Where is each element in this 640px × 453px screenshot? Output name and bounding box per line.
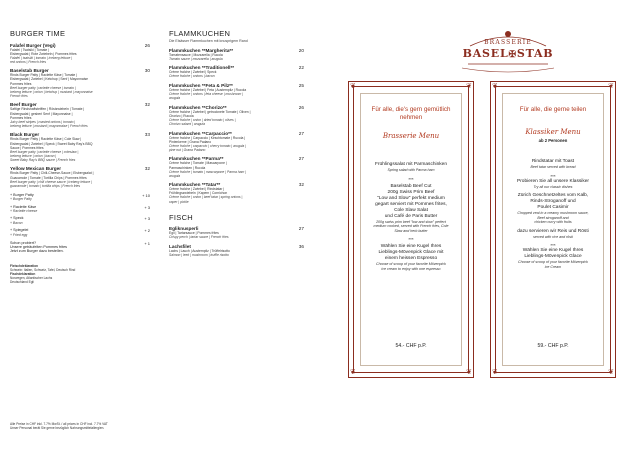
menu-item-description-en: Tomato sauce | mozzarella | arugula bbox=[169, 56, 223, 61]
menu-item-description: Eisbergsalat | gesberi Senf | Mayonnaise | bbox=[10, 111, 73, 116]
card1-course3-en bbox=[365, 262, 457, 271]
menu-item-description-en: caper | pickle bbox=[169, 199, 189, 204]
menu-item-price: 27 bbox=[298, 130, 304, 136]
logo-wordmark bbox=[448, 47, 568, 60]
meat-declaration-label: Fleischdeklaration bbox=[10, 264, 38, 269]
menu-item bbox=[169, 156, 304, 177]
menu-item-name: Flammkuchen **Parma** bbox=[169, 156, 224, 162]
menu-item bbox=[169, 226, 304, 239]
card1-separator-1: *** bbox=[408, 176, 414, 182]
menu-item bbox=[169, 48, 304, 61]
menu-card-2 bbox=[490, 81, 616, 378]
menu-item-description: Egli | Tartarsauce | Pommes frites bbox=[169, 231, 219, 236]
menu-item-description-en: pine nut | Grana Padano bbox=[169, 147, 206, 152]
fish-list bbox=[169, 226, 304, 257]
menu-item-description-en: Crème fraîche | tomato | mascarpone | Parma ham | bbox=[169, 169, 247, 174]
menu-item bbox=[10, 132, 150, 162]
menu-item-price: 27 bbox=[298, 156, 304, 162]
menu-item-name: Lachsfilet bbox=[169, 243, 191, 249]
card1-course1: Frühlingssalat mit Parmaschinken bbox=[375, 162, 447, 167]
card2-course2-en-line: Beef stroganoff and bbox=[537, 215, 569, 220]
menu-item bbox=[169, 83, 304, 100]
menu-item-description: Rinds Burger Patty | Raclette Käse | Cole Slaw | bbox=[10, 137, 82, 142]
card2-course2-heading-en: Try all our classic dishes bbox=[533, 184, 573, 189]
menu-item-description-en: Crème fraîche | onions | feta cheese | mushroom | bbox=[169, 91, 244, 96]
menu-item-description-en: Falafel | tsatsiki | tomato | iceberg lettuce | bbox=[10, 55, 73, 60]
burger-extra bbox=[10, 205, 150, 213]
menu-item-description-en: Salmon | leek | mushroom | truffle risotto bbox=[169, 252, 229, 257]
card1-course2 bbox=[365, 184, 457, 220]
card1-separator-2: *** bbox=[408, 237, 414, 242]
menu-item-price: 32 bbox=[298, 182, 304, 188]
menu-item-description-en: French fries bbox=[10, 93, 28, 98]
flamm-list bbox=[169, 48, 304, 204]
card1-course1-en: Spring salad with Parma ham bbox=[387, 168, 435, 172]
logo-line2: BASEL bbox=[462, 47, 509, 60]
corner-ornament-icon: ❦ bbox=[466, 83, 472, 90]
menu-item-description-en: guacamole | tomato | tortilla chips | French fries bbox=[10, 183, 81, 188]
card2-course2 bbox=[507, 193, 599, 211]
card2-course2-en-line: chicken curry with fruits bbox=[534, 220, 572, 224]
card2-course2-en bbox=[507, 211, 599, 225]
menu-item-description: Frühlingszwiebeln | Kapern | Cornichon bbox=[169, 191, 228, 196]
logo-line3: STAB bbox=[516, 47, 554, 60]
menu-item-name: Baselstab Burger bbox=[10, 68, 49, 74]
menu-item-name: Flammkuchen **Traditionell** bbox=[169, 65, 235, 71]
burger-extra-price: + 2 bbox=[144, 228, 150, 234]
menu-item-name: Flammkuchen **Chorizo** bbox=[169, 104, 227, 110]
menu-item-description: Parmaschinken | Rucola bbox=[169, 165, 206, 170]
menu-item-description: Eisbergsalat | Zwiebel | Speck | Sweet Baby Ray's BBQ bbox=[10, 141, 93, 146]
menu-item bbox=[169, 65, 304, 78]
menu-item-description: Crème fraîche | Zwiebel | Feta | Austernpilz | Rucola bbox=[169, 87, 247, 92]
card2-course2-line: Poulet Casimir bbox=[537, 205, 569, 210]
burger-extra-name: + Burger Patty bbox=[10, 192, 34, 197]
brasserie-logo bbox=[448, 26, 568, 78]
menu-item-description: Tomatensauce | Mozzarella | Rucola bbox=[169, 52, 223, 57]
menu-item-description-en: arugula bbox=[169, 173, 181, 178]
burger-extra-name-en: + Raclette cheese bbox=[10, 208, 38, 213]
fish-declaration-label: Fischdeklaration bbox=[10, 272, 36, 277]
card2-course3-en bbox=[507, 260, 599, 269]
corner-ornament-icon: ❦ bbox=[350, 369, 356, 376]
card2-course3-en-line: ice Cream bbox=[544, 264, 562, 269]
card1-course3-line: Lieblings-Mövenpick Glace mit bbox=[378, 250, 444, 255]
corner-ornament-icon: ❦ bbox=[350, 83, 356, 90]
card2-price: 59.- CHF p.P. bbox=[537, 343, 569, 349]
menu-item-description: Crème fraîche | Zwiebel | getrocknete Tomate | Oliven | bbox=[169, 109, 251, 114]
menu-item-description: Guacamole | Tomate | Tortilla Chips | Pommes frites bbox=[10, 175, 87, 180]
card2-subtitle: ab 2 Personen bbox=[538, 138, 568, 143]
probiert-block bbox=[10, 241, 150, 254]
menu-item-description: Lachs | Lauch | Austernpilz | Trüffelrisotto bbox=[169, 248, 230, 253]
card1-course3-en-line: ice cream to enjoy with one espresso bbox=[381, 266, 441, 271]
probiert-question: Schon probiert? bbox=[10, 240, 37, 245]
burger-section-title: BURGER TIME bbox=[10, 29, 66, 38]
corner-ornament-icon: ❦ bbox=[492, 369, 498, 376]
burger-extra bbox=[10, 228, 150, 236]
menu-item bbox=[169, 105, 304, 126]
burger-extra-name-en: + Bacon bbox=[10, 220, 23, 225]
menu-item-description: Crème fraîche | Carpaccio | Kirschtomate | Rucola | bbox=[169, 135, 246, 140]
menu-item-description-en: Crème fraîche | carpaccio | cherry tomato | arugula | bbox=[169, 143, 247, 148]
menu-card-1 bbox=[348, 81, 474, 378]
menu-item bbox=[169, 182, 304, 203]
card1-course3-line: Wählen Sie eine Kugel Ihres bbox=[380, 244, 442, 249]
menu-item-description: Crème fraîche | Zwiebel | Speck bbox=[169, 70, 217, 75]
card1-course2-line: gegart serviert mit Pommes frites, bbox=[375, 201, 447, 207]
menu-item-description-en: Sweet Baby Ray's BBQ sauce | French fries bbox=[10, 157, 76, 162]
footer-prices-note: Alle Preise in CHF inkl. 7.7% MwSt. / all prices in CHF incl. 7.7% VAT bbox=[10, 422, 108, 426]
card1-course3 bbox=[365, 244, 457, 262]
card2-course3-line: Lieblings-Mövenpick Glace bbox=[524, 254, 582, 259]
menu-item-description-en: iceberg lettuce | onion | ketchup | mustard | mayonnaise bbox=[10, 89, 93, 94]
card1-course3-line: einem heissen Espresso bbox=[384, 256, 438, 261]
menu-item-price: 33 bbox=[144, 132, 150, 138]
menu-item-price: 26 bbox=[298, 104, 304, 110]
menu-item-description: Saftige Rindshaftsteiffen | Röstzwiebeln | Tomate | bbox=[10, 107, 85, 112]
card1-course2-en-line: Slaw and herb butter bbox=[394, 228, 428, 233]
menu-item bbox=[10, 166, 150, 187]
burger-extra-name-en: + Burger Patty bbox=[10, 197, 32, 202]
card2-course2-en-line: Chopped veal in a creamy mushroom sauce, bbox=[517, 211, 589, 215]
card1-heading-line1: Für alle, die's gern gemütlich bbox=[371, 106, 451, 113]
menu-card-1-content bbox=[360, 93, 462, 366]
menu-item bbox=[169, 131, 304, 152]
card2-course2-heading: Probieren Sie all unsere Klassiker bbox=[517, 178, 589, 184]
burger-list bbox=[10, 43, 150, 188]
fish-section-title: FISCH bbox=[169, 212, 193, 222]
burger-extra-name: + Speck bbox=[10, 216, 24, 221]
card1-course2-en bbox=[365, 220, 457, 234]
baselstab-icon: ✠ bbox=[508, 50, 517, 60]
fish-declaration-text-1: Norwegen, Atlantischer Lachs bbox=[10, 276, 53, 281]
flamm-column bbox=[169, 29, 304, 257]
burger-extra-price: + 3 bbox=[144, 204, 150, 210]
card1-course2-line: Baselstab Beef Cut bbox=[390, 183, 432, 189]
corner-ornament-icon: ❦ bbox=[466, 369, 472, 376]
logo-line1: BRASSERIE bbox=[484, 39, 532, 46]
menu-item-name: Flammkuchen **Feta & Pilz** bbox=[169, 82, 233, 88]
menu-item bbox=[10, 43, 150, 64]
menu-item-description: Pinienkerne | Grana Padano bbox=[169, 139, 212, 144]
menu-item-description: Crème fraîche | Zwiebel | Rindstatar | bbox=[169, 187, 225, 192]
card2-course1: Rindstatar mit Toast bbox=[531, 159, 575, 164]
card2-course3 bbox=[507, 248, 599, 260]
corner-ornament-icon: ❦ bbox=[608, 369, 614, 376]
menu-item-name: Egliknusperli bbox=[169, 226, 199, 232]
card2-course3-line: Wählen Sie eine Kugel Ihres bbox=[522, 248, 584, 253]
menu-item-description: Pommes frites bbox=[10, 81, 32, 86]
menu-item-name: Beef Burger bbox=[10, 102, 37, 108]
menu-item-price: 30 bbox=[144, 68, 150, 74]
menu-item-price: 32 bbox=[144, 102, 150, 108]
menu-item-description-en: Crème fraîche | onions | bacon bbox=[169, 74, 215, 79]
card2-course2-sides: dazu servieren wir Reis und Rösti bbox=[517, 228, 589, 234]
menu-item-price: 22 bbox=[298, 65, 304, 71]
menu-card-2-content bbox=[502, 93, 604, 366]
menu-item-name: Flammkuchen **Tatar** bbox=[169, 182, 221, 188]
card2-course1-en: Beef tatar served with bread bbox=[530, 165, 576, 169]
card2-script-title: Klassiker Menu bbox=[525, 128, 581, 136]
card2-course2-line: Zürich Geschnetzeltes vom Kalb, bbox=[517, 193, 589, 198]
card2-course2-sides-en: served with rice and rösti bbox=[533, 234, 573, 239]
menu-item-price: 26 bbox=[144, 42, 150, 48]
menu-item-description-en: iceberg lettuce | mustard | mayonnaise | French fries bbox=[10, 123, 88, 128]
burger-extra bbox=[10, 193, 150, 201]
card1-script-title: Brasserie Menu bbox=[382, 132, 440, 140]
footer bbox=[10, 423, 210, 431]
card2-separator-1: *** bbox=[550, 173, 556, 179]
flamm-section-title: FLAMMKUCHEN bbox=[169, 29, 231, 38]
menu-item-description: Rinds Burger Patty | Raclette Käse | Tomate | bbox=[10, 73, 78, 78]
menu-item bbox=[169, 244, 304, 257]
card1-course2-en-line: 200g swiss prim beef "low and slow" perfect bbox=[376, 219, 446, 224]
menu-item-name: Falafel Burger (Vegi) bbox=[10, 42, 56, 48]
corner-ornament-icon: ❦ bbox=[492, 83, 498, 90]
menu-item-description: Crème fraîche | Tomate | Mascarpone | bbox=[169, 161, 227, 166]
menu-item bbox=[10, 102, 150, 127]
burger-extra-name: + Spiegelei bbox=[10, 228, 29, 233]
burger-extra-price: + 10 bbox=[142, 192, 150, 198]
menu-item-name: Flammkuchen **Carpaccio** bbox=[169, 130, 232, 136]
menu-item-description-en: iceberg lettuce | onion | bacon | bbox=[10, 153, 57, 158]
menu-item-name: Flammkuchen **Margherita** bbox=[169, 47, 234, 53]
menu-item-description-en: Beef burger patty | raclette cheese | coleslaw | bbox=[10, 149, 79, 154]
flamm-subtitle: Die Elsässer Flammkuchen mit knusprigem Rand bbox=[169, 39, 248, 43]
menu-item-description-en: Beef burger patty | chili cheese sauce | iceberg lettuce | bbox=[10, 179, 92, 184]
card2-course3-en-line: Choose of scoop of your favorite Mövenpick bbox=[518, 260, 588, 264]
meat-declaration-text: Schwein: Italien, Schweiz, Tafel, Deutsch Rind bbox=[10, 268, 76, 273]
probiert-price: + 1 bbox=[144, 240, 150, 246]
menu-item-description: Sauce | Pommes frites bbox=[10, 145, 44, 150]
card1-course2-line: 200g Swiss Prim Beef bbox=[387, 189, 435, 195]
card1-course2-line: "Low and Slow" perfekt medium bbox=[377, 195, 445, 201]
menu-item-price: 20 bbox=[298, 47, 304, 53]
menu-item-price: 25 bbox=[298, 82, 304, 88]
menu-item bbox=[10, 68, 150, 98]
card2-separator-2: *** bbox=[550, 243, 556, 248]
card1-course3-en-line: Choose of scoop of your favorite Mövenpick bbox=[376, 262, 446, 266]
corner-ornament-icon: ❦ bbox=[608, 83, 614, 90]
menu-item-name: Black Burger bbox=[10, 132, 40, 138]
menu-item-description: Eisbergsalat | Zwiebel | Ketchup | Senf | Mayonnaise bbox=[10, 77, 89, 82]
menu-item-description: Falafel | Tsatsiki | Tomate | bbox=[10, 47, 50, 52]
card1-course2-en-line: medium cooked, served with French fries, Cole bbox=[373, 224, 449, 228]
menu-item-description-en: arugula bbox=[169, 96, 181, 101]
menu-item-description-en: Beef burger patty | raclette cheese | tomato | bbox=[10, 85, 76, 90]
menu-item-description-en: Crispy perch | tartar sauce | French fries bbox=[169, 235, 229, 240]
menu-item-description-en: Juicy beef stripes | roasted onions | tomato | bbox=[10, 119, 76, 124]
burger-extra-price: + 3 bbox=[144, 216, 150, 222]
burger-extra bbox=[10, 216, 150, 224]
menu-item-description: Pommes frites bbox=[10, 115, 32, 120]
fish-declaration-text-2: Deutschland Egli bbox=[10, 280, 34, 285]
burger-extra-name: + Raclette Käse bbox=[10, 204, 37, 209]
declaration-block bbox=[10, 265, 150, 285]
probiert-line1: Unsere geträufelten Pommes frites bbox=[10, 244, 67, 249]
card2-heading-line1: Für alle, die gerne teilen bbox=[519, 106, 587, 113]
card2-course2-line: Rinds-Stroganoff und bbox=[530, 199, 576, 204]
menu-item-description: Eisbergsalat | Rote Zwiebeln | Pommes frites bbox=[10, 51, 77, 56]
burger-extras bbox=[10, 193, 150, 237]
burger-column bbox=[10, 29, 150, 285]
menu-item-price: 36 bbox=[298, 243, 304, 249]
menu-item-price: 27 bbox=[298, 226, 304, 232]
menu-item-description-en: red onions | French fries bbox=[10, 59, 46, 64]
card1-price: 54.- CHF p.P. bbox=[395, 343, 427, 349]
menu-item-description-en: Chorizo salami | arugula bbox=[169, 121, 205, 126]
card1-course2-line: und Café de Paris Butter bbox=[384, 213, 438, 219]
menu-item-price: 32 bbox=[144, 166, 150, 172]
card1-heading-line2: nehmen bbox=[399, 114, 423, 121]
menu-item-name: Yellow Mexican Burger bbox=[10, 166, 62, 172]
menu-item-description: Rinds Burger Patty | Chili-Cheese-Sauce | Eisbergsalat | bbox=[10, 171, 94, 176]
footer-allergy-note: Unser Personal berät Sie gerne bezüglich Nahrungsmittelallergien. bbox=[10, 425, 105, 430]
menu-item-description-en: Crème fraîche | onion | beef tatar | spring onions | bbox=[169, 195, 243, 200]
probiert-line2: Jetzt zum Burger dazu bestellen. bbox=[10, 249, 64, 254]
burger-extra-name-en: + Fried egg bbox=[10, 232, 28, 237]
menu-item-description-en: Crème fraîche | onion | dried tomato | olives | bbox=[169, 117, 236, 122]
menu-item-description: Chorizo | Rucola bbox=[169, 113, 194, 118]
card1-course2-line: Cole Slaw Salat bbox=[394, 207, 428, 213]
